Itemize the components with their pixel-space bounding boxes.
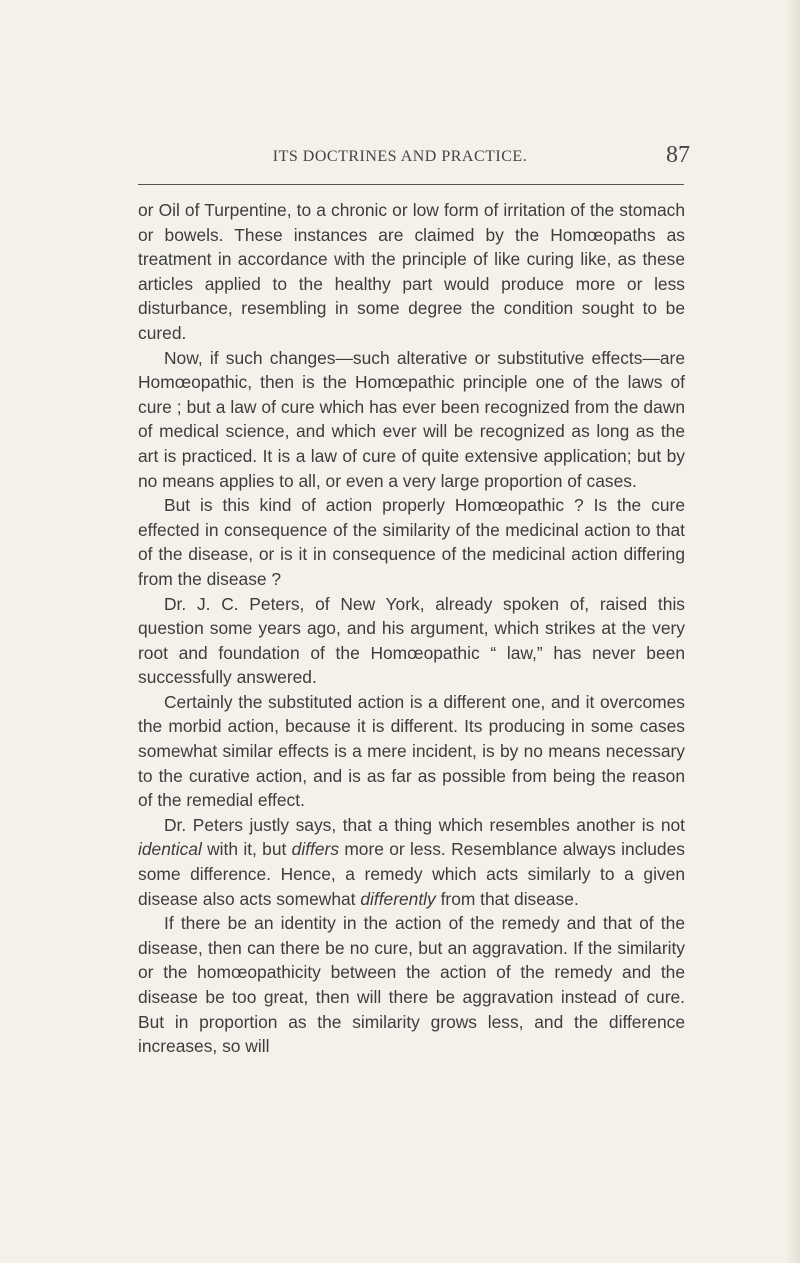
emphasis-differs: differs — [291, 839, 340, 860]
emphasis-identical: identical — [138, 839, 202, 860]
page-edge-shadow — [786, 0, 800, 1263]
paragraph-4: Dr. J. C. Peters, of New York, already spoken of, raised this question some years ago, and his argument, which strikes at the very root and foundation of the Homœopathic “ law,” has never been successfully answered. — [138, 593, 685, 688]
page-header — [0, 142, 800, 172]
paragraph-6-text-g: from that disease. — [435, 888, 579, 909]
header-rule — [138, 184, 684, 185]
paragraph-6-text-e: more or less. Resemblance always includes some difference. Hence, a remedy which acts similarly to a given disease also acts somewhat — [138, 839, 685, 909]
paragraph-6-text-c: with it, but — [201, 839, 292, 860]
page-number: 87 — [666, 142, 690, 168]
body-text — [138, 198, 685, 1059]
paragraph-2: Now, if such changes—such alterative or substitutive effects—are Homœopathic, then is the Homœpathic principle one of the laws of cure ; but a law of cure which has ever been recognized from the dawn of medical science, and which ever will be recognized as long as the art is practiced. It is a law of cure of quite extensive application; but by no means applies to all, or even a very large proportion of cases. — [138, 347, 685, 491]
paragraph-6-text-a: Dr. Peters justly says, that a thing which resembles another is not — [164, 814, 685, 835]
paragraph-7: If there be an identity in the action of the remedy and that of the disease, then can there be no cure, but an aggravation. If the similarity or the homœopathicity between the action of the remedy and the disease be too great, then will there be aggravation instead of cure. But in proportion as the similarity grows less, and the difference increases, so will — [138, 913, 685, 1057]
running-head: ITS DOCTRINES AND PRACTICE. — [272, 148, 528, 165]
paragraph-3: But is this kind of action properly Homœopathic ? Is the cure effected in consequence of the similarity of the medicinal action to that of the disease, or is it in consequence of the medicinal action differing from the disease ? — [138, 495, 685, 589]
paragraph-6 — [138, 813, 685, 911]
paragraph-1: or Oil of Turpentine, to a chronic or low form of irritation of the stomach or bowels. These instances are claimed by the Homœopaths as treatment in accordance with the principle of like curing like, as these articles applied to the healthy part would produce more or less disturbance, resembling in some degree the condition sought to be cured. — [138, 200, 685, 343]
emphasis-differently: differently — [360, 888, 436, 909]
paragraph-5: Certainly the substituted action is a different one, and it overcomes the morbid action, because it is different. Its producing in some cases somewhat similar effects is a mere incident, is by no means necessary to the curative action, and is as far as possible from being the reason of the remedial effect. — [138, 691, 685, 811]
